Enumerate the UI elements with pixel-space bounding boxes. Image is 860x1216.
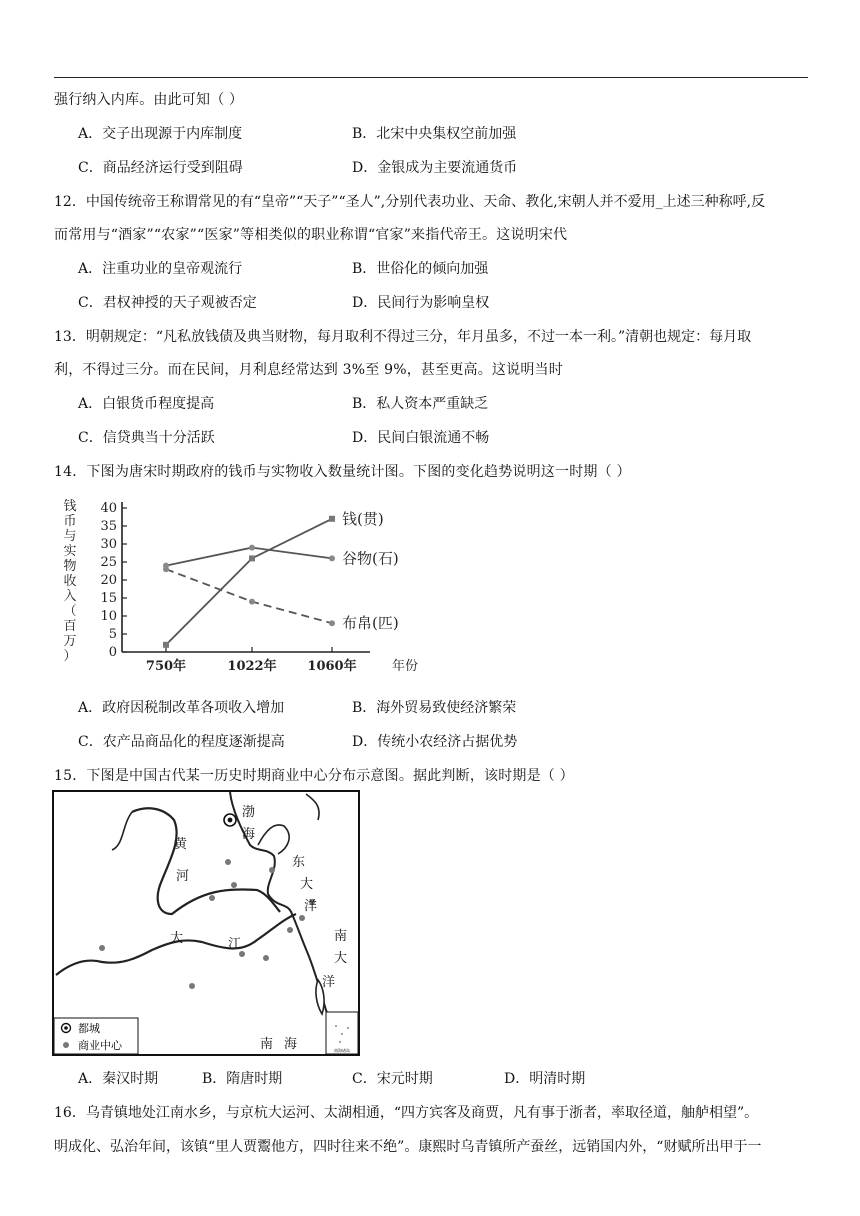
y-tick-label: 0 bbox=[108, 645, 117, 660]
legend-center-icon bbox=[63, 1042, 69, 1048]
y-label-char: 币 bbox=[63, 514, 77, 529]
series-label: 布帛(匹) bbox=[342, 614, 399, 633]
q16-stem-line2: 明成化、弘治年间，该镇“里人贾鬻他方，四时往来不绝”。康熙时乌青镇所产蚕丝，远销国内外，“财赋所出甲于一 bbox=[54, 1139, 762, 1155]
y-label-char: 收 bbox=[63, 574, 77, 589]
y-tick-label: 20 bbox=[100, 573, 117, 588]
q15-option-a[interactable]: A．秦汉时期 bbox=[78, 1071, 159, 1087]
q11-option-c[interactable]: C．商品经济运行受到阻碍 bbox=[78, 160, 243, 176]
map-label-da2: 大 bbox=[170, 931, 184, 946]
q13-option-c[interactable]: C．信贷典当十分活跃 bbox=[78, 430, 215, 446]
q15-stem: 15．下图是中国古代某一历史时期商业中心分布示意图。据此判断，该时期是（ ） bbox=[54, 768, 574, 784]
q12-option-b[interactable]: B．世俗化的倾向加强 bbox=[352, 261, 489, 277]
map-label-jiang: 江 bbox=[228, 937, 242, 952]
legend-capital-label: 都城 bbox=[78, 1022, 100, 1035]
series-label: 谷物(石) bbox=[342, 549, 399, 568]
y-label-char: 百 bbox=[63, 619, 77, 634]
q11-option-d[interactable]: D．金银成为主要流通货币 bbox=[352, 160, 518, 176]
legend-center-label: 商业中心 bbox=[78, 1039, 122, 1052]
map-frame bbox=[53, 791, 359, 1055]
q12-option-a[interactable]: A．注重功业的皇帝观流行 bbox=[78, 261, 243, 277]
y-tick-label: 10 bbox=[100, 609, 117, 624]
q13-stem-line2: 利，不得过三分。而在民间，月利息经常达到 3%至 9%，甚至更高。这说明当时 bbox=[54, 362, 563, 378]
map-label-yang2: 洋 bbox=[322, 975, 336, 990]
revenue-line-chart bbox=[60, 494, 440, 684]
data-point bbox=[163, 642, 169, 648]
map-label-hai: 海 bbox=[242, 827, 256, 842]
series-line bbox=[166, 569, 332, 623]
x-tick-label: 750年 bbox=[145, 659, 187, 674]
y-tick-label: 35 bbox=[100, 519, 117, 534]
y-label-char: （ bbox=[63, 604, 77, 619]
inset-label: 南海诸岛 bbox=[334, 1048, 350, 1053]
q13-stem-line1: 13．明朝规定：“凡私放钱债及典当财物，每月取利不得过三分，年月虽多，不过一本一利。”清朝也规定：每月取 bbox=[54, 329, 752, 345]
q12-option-d[interactable]: D．民间行为影响皇权 bbox=[352, 295, 490, 311]
map-label-nan2: 南 bbox=[260, 1037, 274, 1052]
y-label-char: ） bbox=[63, 649, 77, 664]
y-tick-label: 15 bbox=[100, 591, 117, 606]
map-label-he: 河 bbox=[176, 869, 190, 884]
map-label-yang1: 洋 bbox=[304, 899, 318, 914]
map-label-da1: 大 bbox=[300, 877, 314, 892]
q12-stem-line1: 12．中国传统帝王称谓常见的有“皇帝”“天子”“圣人”,分别代表功业、天命、教化,宋朝人并不爱用_上述三种称呼,反 bbox=[54, 194, 766, 210]
y-label-char: 物 bbox=[63, 559, 77, 574]
y-label-char: 入 bbox=[63, 589, 77, 604]
y-tick-label: 30 bbox=[100, 537, 117, 552]
y-label-char: 与 bbox=[63, 529, 77, 544]
q11-option-b[interactable]: B．北宋中央集权空前加强 bbox=[352, 126, 517, 142]
q14-option-a[interactable]: A．政府因税制改革各项收入增加 bbox=[78, 700, 285, 716]
map-label-dong: 东 bbox=[292, 855, 306, 870]
x-axis-label: 年份 bbox=[391, 659, 419, 674]
data-point bbox=[329, 555, 335, 561]
data-point bbox=[329, 516, 335, 522]
data-point bbox=[163, 566, 169, 572]
q12-option-c[interactable]: C．君权神授的天子观被否定 bbox=[78, 295, 257, 311]
q13-option-a[interactable]: A．白银货币程度提高 bbox=[78, 396, 215, 412]
q16-stem-line1: 16．乌青镇地处江南水乡，与京杭大运河、太湖相通，“四方宾客及商贾，凡有事于浙者，率取径道，舳舻相望”。 bbox=[54, 1105, 759, 1121]
q14-stem: 14．下图为唐宋时期政府的钱币与实物收入数量统计图。下图的变化趋势说明这一时期（ ） bbox=[54, 464, 631, 480]
data-point bbox=[249, 555, 255, 561]
q13-option-b[interactable]: B．私人资本严重缺乏 bbox=[352, 396, 489, 412]
y-tick-label: 25 bbox=[100, 555, 117, 570]
series-line bbox=[166, 519, 332, 645]
map-label-hai2: 海 bbox=[284, 1037, 298, 1052]
q11-stem-end: 强行纳入内库。由此可知（ ） bbox=[54, 92, 244, 108]
q14-option-d[interactable]: D．传统小农经济占据优势 bbox=[352, 734, 518, 750]
y-label-char: 实 bbox=[63, 544, 77, 559]
y-label-char: 万 bbox=[63, 634, 77, 649]
q14-option-c[interactable]: C．农产品商品化的程度逐渐提高 bbox=[78, 734, 285, 750]
commercial-centers-map bbox=[52, 790, 360, 1056]
map-label-huang: 黄 bbox=[174, 837, 188, 852]
data-point bbox=[329, 620, 335, 626]
y-label-char: 钱 bbox=[63, 499, 77, 514]
q13-option-d[interactable]: D．民间白银流通不畅 bbox=[352, 430, 490, 446]
x-tick-label: 1022年 bbox=[227, 659, 277, 674]
data-point bbox=[249, 545, 255, 551]
series-label: 钱(贯) bbox=[342, 509, 384, 528]
q15-option-c[interactable]: C．宋元时期 bbox=[352, 1071, 433, 1087]
q15-option-b[interactable]: B．隋唐时期 bbox=[202, 1071, 283, 1087]
chart-y-axis-label bbox=[63, 498, 76, 664]
q12-stem-line2: 而常用与“酒家”“农家”“医家”等相类似的职业称谓“官家”来指代帝王。这说明宋代 bbox=[54, 227, 568, 243]
q11-option-a[interactable]: A．交子出现源于内库制度 bbox=[78, 126, 243, 142]
map-label-nan1: 南 bbox=[334, 929, 348, 944]
data-point bbox=[249, 599, 255, 605]
x-tick-label: 1060年 bbox=[307, 659, 357, 674]
y-tick-label: 5 bbox=[108, 627, 117, 642]
header-rule bbox=[54, 77, 808, 78]
map-label-da3: 大 bbox=[334, 951, 348, 966]
y-tick-label: 40 bbox=[100, 501, 117, 516]
q15-option-d[interactable]: D．明清时期 bbox=[504, 1071, 586, 1087]
q14-option-b[interactable]: B．海外贸易致使经济繁荣 bbox=[352, 700, 517, 716]
map-label-bo: 渤 bbox=[242, 805, 256, 820]
